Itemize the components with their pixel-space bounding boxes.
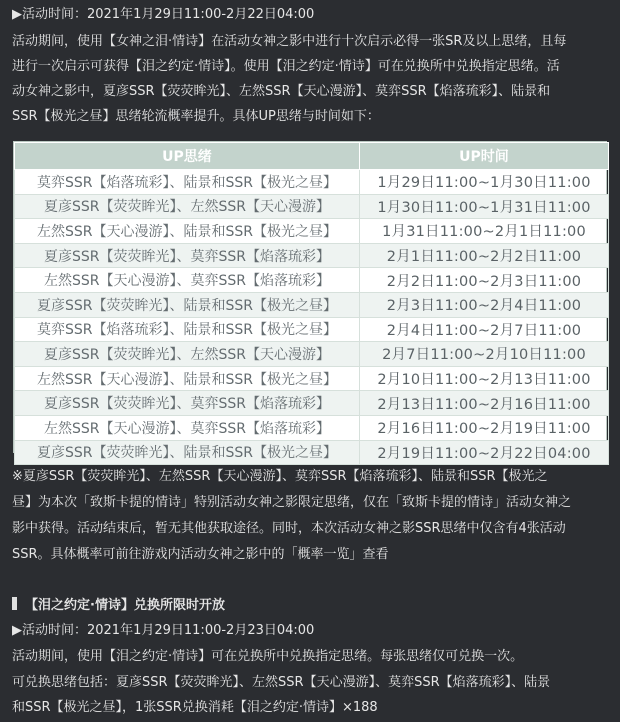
- cell-time: 2月7日11:00~2月10日11:00: [360, 342, 609, 367]
- cell-cards: 夏彦SSR【荧荧眸光】、陆景和SSR【极光之昼】: [15, 440, 360, 465]
- cell-cards: 夏彦SSR【荧荧眸光】、莫弈SSR【焰落琉彩】: [15, 243, 360, 268]
- section-bar-icon: [12, 597, 17, 610]
- table-row: [15, 342, 609, 367]
- cell-time: 1月29日11:00~1月30日11:00: [360, 170, 609, 195]
- table-row: [15, 243, 609, 268]
- intro-line: SSR【极光之昼】思绪轮流概率提升。具体UP思绪与时间如下：: [12, 109, 380, 124]
- cell-cards: 夏彦SSR【荧荧眸光】、左然SSR【天心漫游】: [15, 194, 360, 219]
- table-row: [15, 391, 609, 416]
- intro-line: 动女神之影中，夏彦SSR【荧荧眸光】、左然SSR【天心漫游】、莫弈SSR【焰落琉彩】、陆景和: [12, 84, 551, 99]
- table-row: [15, 194, 609, 219]
- note-line: 影中获得。活动结束后，暂无其他获取途径。同时，本次活动女神之影SSR思绪中仅含有4张活动: [12, 521, 566, 536]
- cell-time: 1月31日11:00~2月1日11:00: [360, 219, 609, 244]
- cell-cards: 莫弈SSR【焰落琉彩】、陆景和SSR【极光之昼】: [15, 170, 360, 195]
- header-up-cards: UP思绪: [15, 143, 360, 170]
- cell-time: 2月13日11:00~2月16日11:00: [360, 391, 609, 416]
- cell-time: 2月1日11:00~2月2日11:00: [360, 243, 609, 268]
- event-time-line: [12, 4, 610, 26]
- note-line: SSR。具体概率可前往游戏内活动女神之影中的「概率一览」查看: [12, 547, 389, 562]
- table-row: [15, 268, 609, 293]
- note-line: ※夏彦SSR【荧荧眸光】、左然SSR【天心漫游】、莫弈SSR【焰落琉彩】、陆景和SSR【极光之: [12, 469, 548, 484]
- table-row: [15, 366, 609, 391]
- cell-time: 2月16日11:00~2月19日11:00: [360, 415, 609, 440]
- up-schedule-table: [13, 141, 607, 462]
- cell-cards: 夏彦SSR【荧荧眸光】、左然SSR【天心漫游】: [15, 342, 360, 367]
- event-time-text: ▶活动时间：2021年1月29日11:00-2月22日04:00: [12, 7, 315, 22]
- cell-time: 1月30日11:00~1月31日11:00: [360, 194, 609, 219]
- table-row: [15, 219, 609, 244]
- table-row: [15, 440, 609, 465]
- cell-time: 2月3日11:00~2月4日11:00: [360, 292, 609, 317]
- exchange-title-text: 【泪之约定·情诗】兑换所限时开放: [25, 598, 225, 613]
- cell-time: 2月4日11:00~2月7日11:00: [360, 317, 609, 342]
- cell-time: 2月2日11:00~2月3日11:00: [360, 268, 609, 293]
- cell-cards: 左然SSR【天心漫游】、陆景和SSR【极光之昼】: [15, 366, 360, 391]
- exchange-line: 可兑换思绪包括：夏彦SSR【荧荧眸光】、左然SSR【天心漫游】、莫弈SSR【焰落琉彩】、陆景: [12, 675, 551, 690]
- cell-cards: 夏彦SSR【荧荧眸光】、陆景和SSR【极光之昼】: [15, 292, 360, 317]
- header-up-time: UP时间: [360, 143, 609, 170]
- table-header-row: [15, 143, 609, 170]
- exchange-time-line: ▶活动时间：2021年1月29日11:00-2月23日04:00: [12, 623, 315, 638]
- cell-cards: 夏彦SSR【荧荧眸光】、莫弈SSR【焰落琉彩】: [15, 391, 360, 416]
- cell-cards: 左然SSR【天心漫游】、莫弈SSR【焰落琉彩】: [15, 415, 360, 440]
- note-line: 昼】为本次「致斯卡提的情诗」特别活动女神之影限定思绪，仅在「致斯卡提的情诗」活动女神之: [12, 495, 572, 510]
- cell-time: 2月10日11:00~2月13日11:00: [360, 366, 609, 391]
- table-row: [15, 292, 609, 317]
- intro-line: 进行一次启示可获得【泪之约定·情诗】。使用【泪之约定·情诗】可在兑换所中兑换指定思绪。活: [12, 59, 560, 74]
- table-row: [15, 170, 609, 195]
- exchange-line: 活动期间，使用【泪之约定·情诗】可在兑换所中兑换指定思绪。每张思绪仅可兑换一次。: [12, 649, 524, 664]
- cell-cards: 左然SSR【天心漫游】、莫弈SSR【焰落琉彩】: [15, 268, 360, 293]
- table-row: [15, 415, 609, 440]
- exchange-section-title: [12, 594, 225, 618]
- cell-cards: 左然SSR【天心漫游】、陆景和SSR【极光之昼】: [15, 219, 360, 244]
- intro-line: 活动期间，使用【女神之泪·情诗】在活动女神之影中进行十次启示必得一张SR及以上思绪，且每: [12, 34, 567, 49]
- cell-time: 2月19日11:00~2月22日04:00: [360, 440, 609, 465]
- exchange-line: 和SSR【极光之昼】，1张SSR兑换消耗【泪之约定·情诗】×188: [12, 700, 378, 715]
- table-row: [15, 317, 609, 342]
- cell-cards: 莫弈SSR【焰落琉彩】、陆景和SSR【极光之昼】: [15, 317, 360, 342]
